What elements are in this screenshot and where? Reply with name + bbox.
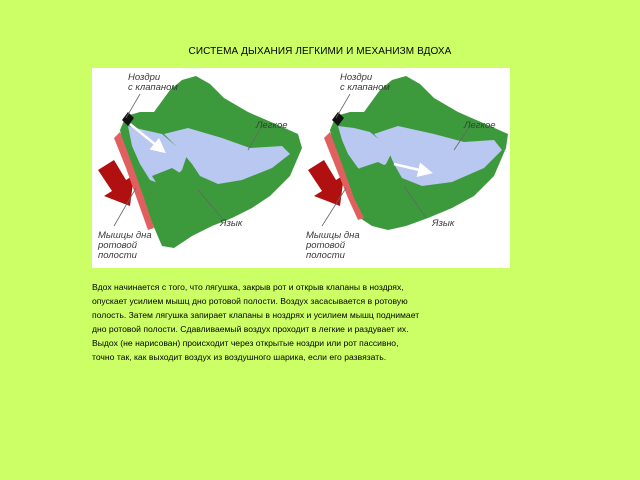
description-line: Выдох (не нарисован) происходит через открытые ноздри или рот пассивно, bbox=[92, 338, 399, 348]
breathing-diagram bbox=[92, 68, 510, 268]
nostril-label-left-2: с клапаном bbox=[128, 82, 178, 93]
description-line: опускает усилием мышц дно ротовой полости. Воздух засасывается в ротовую bbox=[92, 296, 408, 306]
muscle-label-left-3: полости bbox=[98, 250, 137, 261]
muscle-label-left-2: ротовой bbox=[98, 240, 137, 251]
description-line: Вдох начинается с того, что лягушка, закрыв рот и открыв клапаны в ноздрях, bbox=[92, 282, 404, 292]
nostril-label-right-1: Ноздри bbox=[340, 72, 373, 83]
muscle-label-left-1: Мышцы дна bbox=[98, 230, 152, 241]
description-line: точно так, как выходит воздух из воздушного шарика, если его развязать. bbox=[92, 352, 387, 362]
muscle-label-right-3: полости bbox=[306, 250, 345, 261]
nostril-label-right-2: с клапаном bbox=[340, 82, 390, 93]
lung-label-left: Легкое bbox=[256, 120, 288, 131]
description-text bbox=[92, 280, 522, 364]
muscle-label-right-2: ротовой bbox=[306, 240, 345, 251]
muscle-label-right-1: Мышцы дна bbox=[306, 230, 360, 241]
tongue-label-left: Язык bbox=[220, 218, 243, 229]
tongue-label-right: Язык bbox=[432, 218, 455, 229]
description-line: полость. Затем лягушка запирает клапаны в ноздрях и усилием мышц поднимает bbox=[92, 310, 420, 320]
diagram-left bbox=[97, 72, 302, 261]
lung-label-right: Легкое bbox=[464, 120, 496, 131]
nostril-label-left-1: Ноздри bbox=[128, 72, 161, 83]
page-title: СИСТЕМА ДЫХАНИЯ ЛЕГКИМИ И МЕХАНИЗМ ВДОХА bbox=[188, 46, 452, 57]
description-line: дно ротовой полости. Сдавливаемый воздух проходит в легкие и раздувает их. bbox=[92, 324, 409, 334]
diagram-right bbox=[305, 72, 508, 261]
